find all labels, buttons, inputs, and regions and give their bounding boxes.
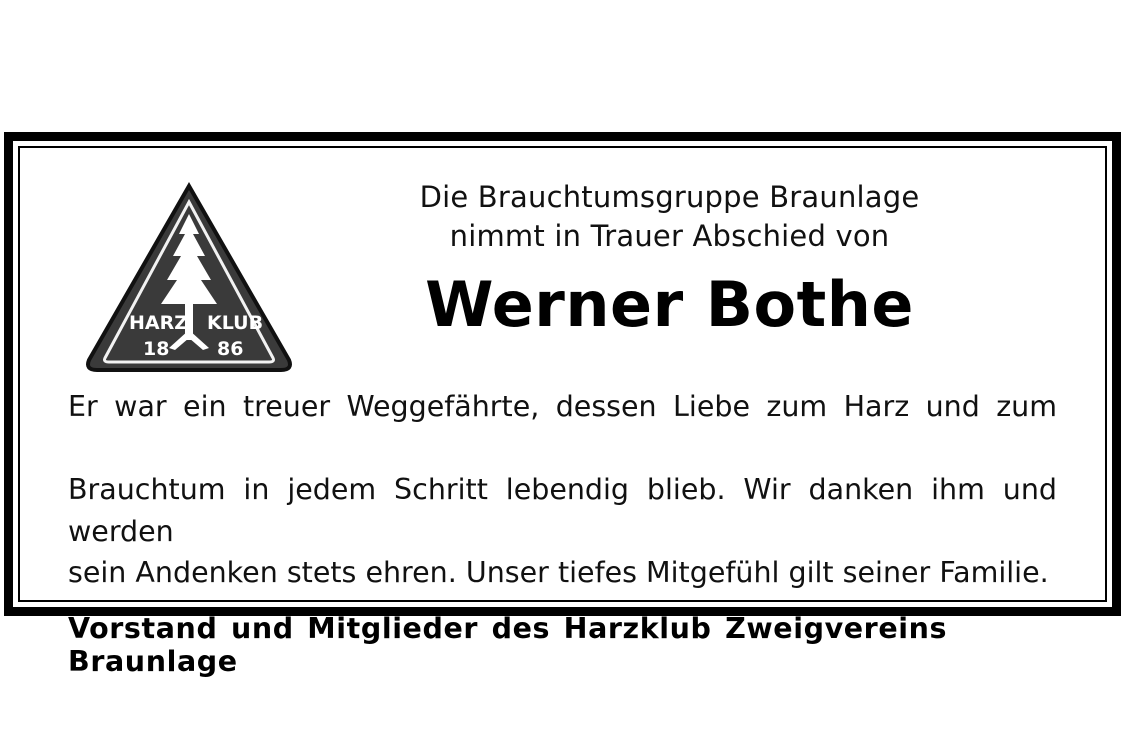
emblem-year-left: 18: [143, 338, 170, 360]
emblem-container: [64, 166, 314, 376]
intro-line-1: Die Brauchtumsgruppe Braunlage: [419, 180, 920, 214]
notice-content: [20, 148, 1105, 679]
signature-line: Vorstand und Mitglieder des Harzklub Zweigvereins Braunlage: [68, 612, 948, 679]
headline-block: [314, 166, 1061, 342]
intro-line-2: nimmt in Trauer Abschied von: [449, 219, 890, 254]
notice-white-field: [13, 141, 1112, 679]
notice-inner-border: [18, 146, 1107, 679]
emblem-year-right: 86: [217, 338, 244, 360]
obituary-notice-frame: [4, 132, 1121, 679]
tribute-line-2: Brauchtum in jedem Schritt lebendig blieb. Wir danken ihm und werden: [68, 473, 1057, 548]
tribute-text: [64, 386, 1061, 594]
deceased-name: Werner Bothe: [425, 268, 914, 342]
tribute-line-3: sein Andenken stets ehren. Unser tiefes Mitgefühl gilt seiner Familie.: [68, 556, 1049, 590]
emblem-label-left: HARZ: [129, 312, 189, 334]
harzklub-emblem-icon: [83, 180, 295, 376]
tribute-line-1: Er war ein treuer Weggefährte, dessen Liebe zum Harz und zum: [68, 390, 1057, 423]
emblem-label-right: KLUB: [207, 312, 264, 334]
notice-header-row: [64, 166, 1061, 372]
